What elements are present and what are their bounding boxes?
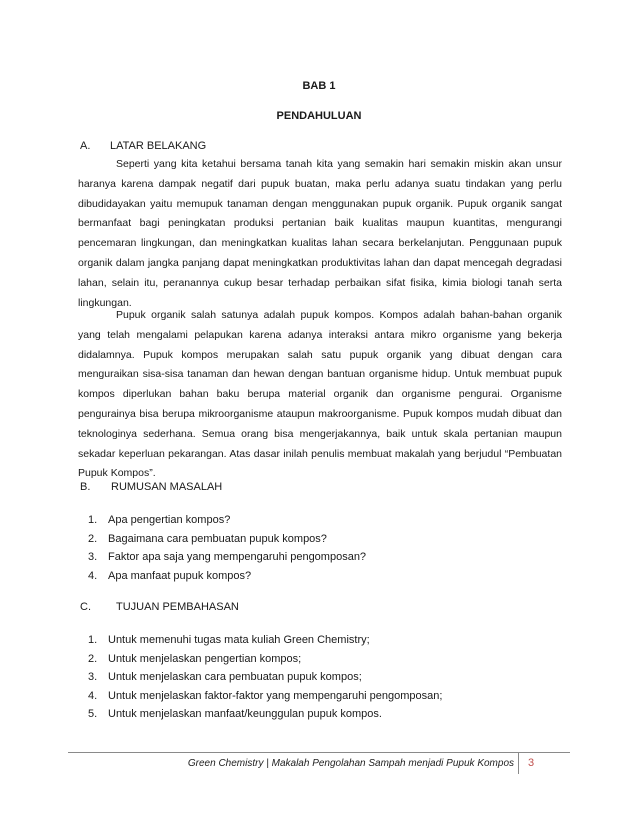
list-item: 1. Untuk memenuhi tugas mata kuliah Green Chemistry; — [88, 634, 370, 646]
page-number: 3 — [528, 757, 535, 769]
list-item: 4. Untuk menjelaskan faktor-faktor yang mempengaruhi pengomposan; — [88, 689, 443, 702]
section-b-title: RUMUSAN MASALAH — [111, 481, 223, 493]
problem-list — [88, 511, 366, 585]
section-b-letter: B. — [80, 481, 91, 493]
objectives-list — [88, 631, 442, 724]
chapter-title: PENDAHULUAN — [276, 110, 362, 122]
section-c-letter: C. — [80, 601, 91, 613]
footer-text: Green Chemistry | Makalah Pengolahan Sampah menjadi Pupuk Kompos — [187, 758, 514, 769]
list-item: 1. Apa pengertian kompos? — [88, 514, 231, 526]
list-item: 4. Apa manfaat pupuk kompos? — [88, 569, 252, 582]
list-item: 3. Untuk menjelaskan cara pembuatan pupuk kompos; — [88, 671, 362, 684]
section-a-title: LATAR BELAKANG — [110, 140, 207, 152]
section-c-title: TUJUAN PEMBAHASAN — [116, 601, 239, 613]
list-item: 5. Untuk menjelaskan manfaat/keunggulan pupuk kompos. — [88, 708, 382, 721]
paragraph-background-2: Pupuk organik salah satunya adalah pupuk kompos. Kompos adalah bahan-bahan organik yang telah mengalami pelapukan karena adanya interaksi antara mikro organisme yang bekerja didalamnya. Pupuk kompos merupakan salah satu pupuk organik yang dibuat dengan cara menguraikan sisa-sisa tanaman dan hewan dengan bantuan organisme hidup. Untuk membuat pupuk kompos diperlukan bahan baku berupa material organik dan organisme pengurai. Organisme pengurainya bisa berupa mikroorganisme ataupun makroorganisme. Pupuk kompos mudah dibuat dan teknologinya sederhana. Semua orang bisa mengerjakannya, baik untuk skala pertanian maupun sekadar keperluan pekarangan. Atas dasar inilah penulis membuat makalah yang berjudul “Pembuatan Pupuk Kompos”. — [78, 309, 562, 480]
chapter-label: BAB 1 — [302, 80, 336, 92]
list-item: 2. Bagaimana cara pembuatan pupuk kompos? — [88, 532, 327, 545]
footer-divider — [68, 752, 570, 753]
list-item: 3. Faktor apa saja yang mempengaruhi pengomposan? — [88, 551, 367, 564]
footer-separator — [518, 752, 519, 774]
list-item: 2. Untuk menjelaskan pengertian kompos; — [88, 652, 302, 665]
section-a-letter: A. — [80, 140, 91, 152]
paragraph-background-1: Seperti yang kita ketahui bersama tanah kita yang semakin hari semakin miskin akan unsur haranya karena dampak negatif dari pupuk buatan, maka perlu adanya suatu tindakan yang perlu dibudidayakan yaitu memupuk tanaman dengan menggunakan pupuk organik. Pupuk organik sangat bermanfaat bagi peningkatan produksi pertanian baik kualitas maupun kuantitas, mengurangi pencemaran lingkungan, dan meningkatkan kualitas lahan secara berkelanjutan. Penggunaan pupuk organik dalam jangka panjang dapat meningkatkan produktivitas lahan dan dapat mencegah degradasi lahan, selain itu, peranannya cukup besar terhadap perbaikan sifat fisika, kimia biologi tanah serta lingkungan. — [78, 158, 562, 309]
